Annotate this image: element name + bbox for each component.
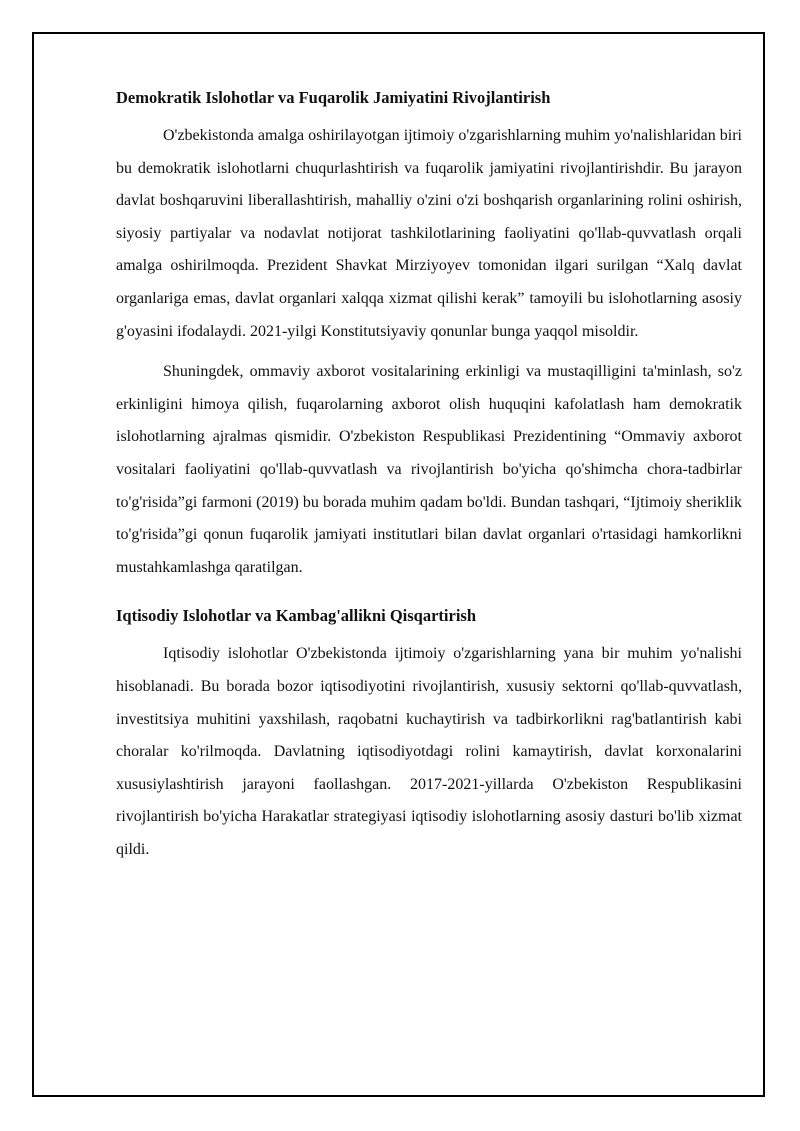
- section-economic-reforms: [116, 604, 742, 866]
- section-heading: Demokratik Islohotlar va Fuqarolik Jamiyatini Rivojlantirish: [116, 88, 551, 107]
- document-body: [116, 86, 742, 874]
- section-democratic-reforms: [116, 86, 742, 584]
- section-heading: Iqtisodiy Islohotlar va Kambag'allikni Qisqartirish: [116, 606, 477, 626]
- paragraph: Iqtisodiy islohotlar O'zbekistonda ijtimoiy o'zgarishlarning yana bir muhim yo'nalishi hisoblanadi. Bu borada bozor iqtisodiyotini rivojlantirish, xususiy sektorni qo'llab-quvvatlash, investitsiya muhitini yaxshilash, raqobatni kuchaytirish va tadbirkorlikni rag'batlantirish kabi choralar ko'rilmoqda. Davlatning iqtisodiyotdagi rolini kamaytirish, davlat korxonalarini xususiylashtirish jarayoni faollashgan. 2017-2021-yillarda O'zbekiston Respublikasini rivojlantirish bo'yicha Harakatlar strategiyasi iqtisodiy islohotlarning asosiy dasturi bo'lib xizmat qildi.: [116, 645, 742, 858]
- paragraph: Shuningdek, ommaviy axborot vositalarining erkinligi va mustaqilligini ta'minlash, so'z erkinligini himoya qilish, fuqarolarning axborot olish huquqini kafolatlash ham demokratik islohotlarning ajralmas qismidir. O'zbekiston Respublikasi Prezidentining “Ommaviy axborot vositalari faoliyatini qo'llab-quvvatlash va rivojlantirish bo'yicha qo'shimcha chora-tadbirlar to'g'risida”gi farmoni (2019) bu borada muhim qadam bo'ldi. Bundan tashqari, “Ijtimoiy sheriklik to'g'risida”gi qonun fuqarolik jamiyati institutlari bilan davlat organlari o'rtasidagi hamkorlikni mustahkamlashga qaratilgan.: [116, 363, 742, 576]
- paragraph: O'zbekistonda amalga oshirilayotgan ijtimoiy o'zgarishlarning muhim yo'nalishlaridan biri bu demokratik islohotlarni chuqurlashtirish va fuqarolik jamiyatini rivojlantirishdir. Bu jarayon davlat boshqaruvini liberallashtirish, mahalliy o'zini o'zi boshqarish organlarining rolini oshirish, siyosiy partiyalar va nodavlat notijorat tashkilotlarining faoliyatini qo'llab-quvvatlash orqali amalga oshirilmoqda. Prezident Shavkat Mirziyoyev tomonidan ilgari surilgan “Xalq davlat organlariga emas, davlat organlari xalqqa xizmat qilishi kerak” tamoyili bu islohotlarning asosiy g'oyasini ifodalaydi. 2021-yilgi Konstitutsiyaviy qonunlar bunga yaqqol misoldir.: [116, 127, 742, 340]
